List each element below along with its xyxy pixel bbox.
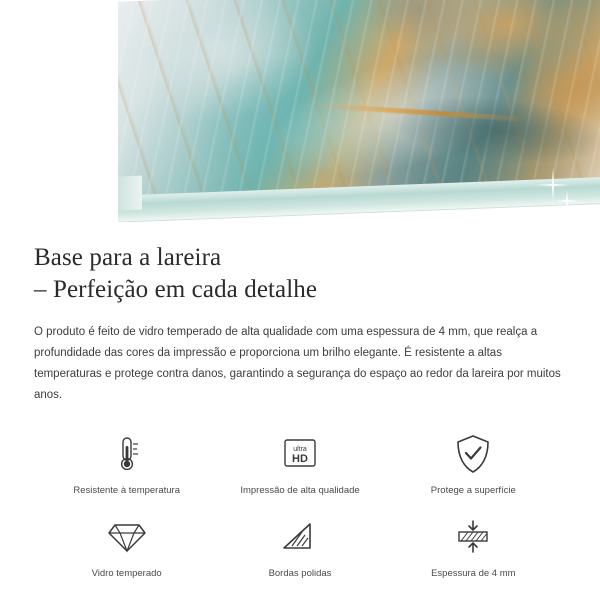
- page-title: [34, 242, 566, 306]
- feature-label: Bordas polidas: [268, 568, 332, 579]
- feature-grid: [34, 428, 566, 582]
- polished-edges-icon: [280, 515, 320, 559]
- svg-text:HD: HD: [292, 453, 308, 465]
- feature-label: Espessura de 4 mm: [431, 568, 516, 579]
- feature-item: [387, 511, 560, 582]
- ultra-hd-icon: [281, 432, 319, 476]
- feature-item: [40, 428, 213, 499]
- feature-label: Vidro temperado: [91, 568, 162, 579]
- svg-text:ultra: ultra: [293, 446, 307, 453]
- headline-line-1: Base para a lareira: [34, 244, 222, 271]
- headline-line-2: – Perfeição em cada detalhe: [34, 276, 318, 303]
- feature-item: [213, 511, 386, 582]
- sparkle-icon: [556, 190, 578, 212]
- feature-item: [213, 428, 386, 499]
- thermometer-icon: [110, 432, 144, 476]
- shield-check-icon: [454, 432, 492, 476]
- thickness-arrows-icon: [451, 515, 495, 559]
- feature-label: Resistente à temperatura: [73, 485, 180, 496]
- feature-item: [40, 511, 213, 582]
- diamond-icon: [107, 515, 147, 559]
- feature-label: Protege a superfície: [430, 485, 516, 496]
- hero-image: [0, 0, 600, 222]
- glass-side-edge: [118, 176, 142, 211]
- feature-label: Impressão de alta qualidade: [240, 485, 360, 496]
- product-description: O produto é feito de vidro temperado de alta qualidade com uma espessura de 4 mm, que realça a profundidade das cores da impressão e proporciona um brilho elegante. É resistente a altas temperaturas e protege contra danos, garantindo a segurança do espaço ao redor da lareira por muitos anos.: [34, 326, 561, 401]
- content-section: [0, 222, 600, 582]
- feature-item: [387, 428, 560, 499]
